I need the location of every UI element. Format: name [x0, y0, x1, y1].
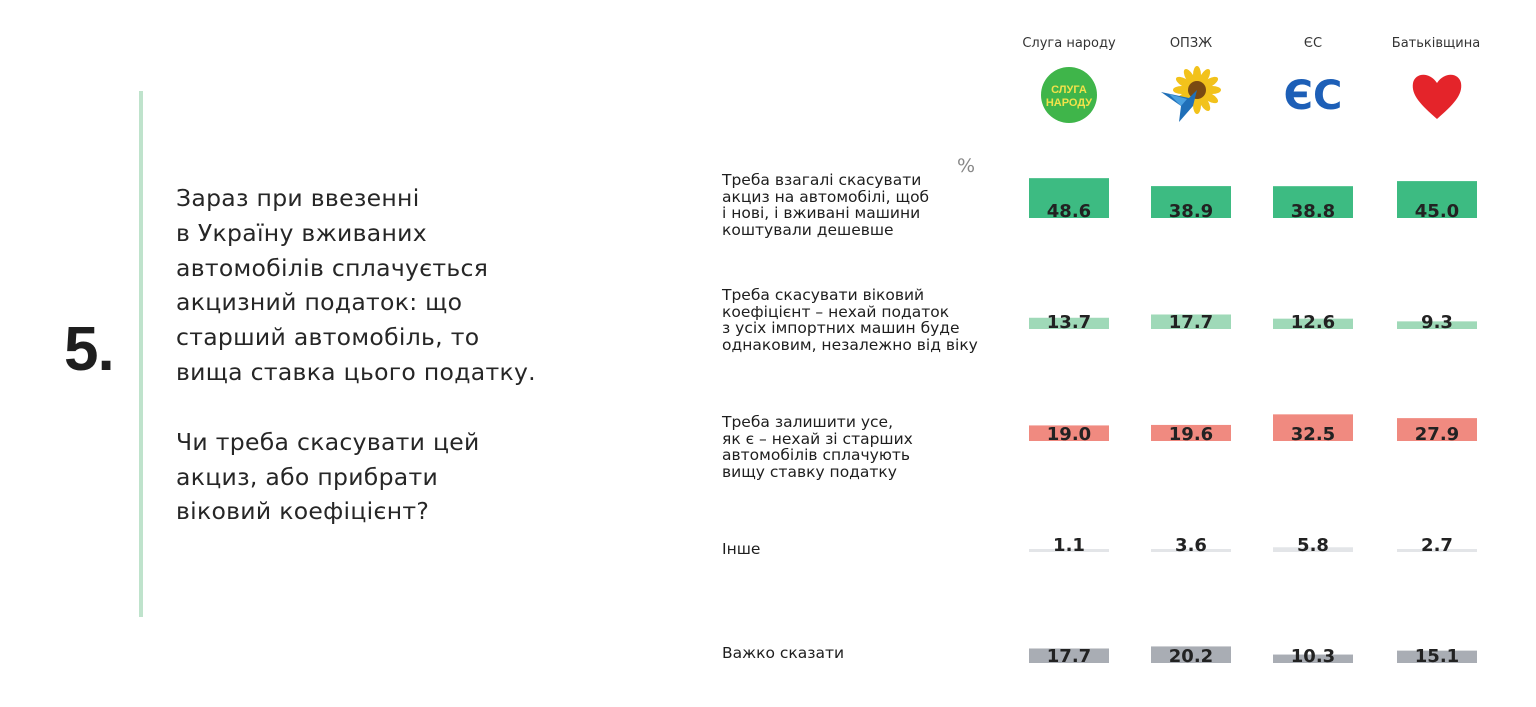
- bar-value-label: 9.3: [1421, 312, 1453, 333]
- question-number: 5.: [64, 315, 114, 384]
- row-label-line: Важко сказати: [722, 644, 845, 662]
- bar-value-label: 15.1: [1414, 646, 1460, 667]
- logo-text: СЛУГА: [1051, 84, 1087, 96]
- question-ask-line: віковий коефіцієнт?: [176, 497, 430, 526]
- logo-text: НАРОДУ: [1045, 97, 1093, 109]
- bar-value-label: 20.2: [1168, 646, 1214, 667]
- bar-value-label: 32.5: [1290, 424, 1336, 445]
- bar-value-label: 19.6: [1168, 424, 1214, 445]
- bar-value-label: 17.7: [1046, 646, 1092, 667]
- bar-value-label: 38.8: [1290, 201, 1336, 222]
- bar-value-label: 5.8: [1297, 535, 1329, 556]
- bar-value-label: 19.0: [1046, 424, 1092, 445]
- row-label-line: Треба залишити усе,: [722, 413, 893, 431]
- bar-value-label: 27.9: [1414, 424, 1460, 445]
- row-label-line: Треба скасувати віковий: [722, 286, 925, 304]
- question-intro-line: автомобілів сплачується: [176, 253, 489, 282]
- row-label-line: вищу ставку податку: [722, 462, 897, 481]
- es-logo-text: ЄС: [1283, 73, 1343, 119]
- bar-value-label: 45.0: [1414, 201, 1460, 222]
- bar-value-label: 10.3: [1290, 646, 1336, 667]
- row-label-line: як є – нехай зі старших: [722, 429, 913, 448]
- bar-value-label: 17.7: [1168, 312, 1214, 333]
- question-ask-line: Чи треба скасувати цей: [176, 427, 480, 456]
- row-label-line: Треба взагалі скасувати: [722, 171, 922, 189]
- question-intro-line: в Україну вживаних: [176, 218, 427, 247]
- row-label-line: коштували дешевше: [722, 220, 894, 239]
- bar-value-label: 13.7: [1046, 312, 1092, 333]
- row-label-line: і нові, і вживані машини: [722, 204, 921, 223]
- row-label-line: автомобілів сплачують: [722, 446, 911, 465]
- question-intro-line: старший автомобіль, то: [176, 323, 480, 352]
- bar-value-label: 48.6: [1046, 201, 1092, 222]
- party-name-sluha: Слуга народу: [1022, 36, 1116, 51]
- row-label-line: Інше: [722, 540, 761, 558]
- row-label-line: коефіцієнт – нехай податок: [722, 302, 950, 321]
- question-ask-line: акциз, або прибрати: [176, 462, 439, 491]
- question-intro-line: Зараз при ввезенні: [176, 184, 420, 212]
- bar-value-label: 1.1: [1053, 535, 1085, 556]
- question-intro-line: акцизний податок: що: [176, 288, 463, 317]
- row-label-line: однаковим, незалежно від віку: [722, 335, 978, 354]
- unit-label: %: [957, 155, 976, 177]
- row-label-line: з усіх імпортних машин буде: [722, 319, 960, 338]
- bar-value-label: 38.9: [1168, 201, 1214, 222]
- question-intro-line: вища ставка цього податку.: [176, 357, 536, 386]
- party-name-opzzh: ОПЗЖ: [1169, 36, 1213, 51]
- bar-value-label: 3.6: [1175, 535, 1207, 556]
- bar-value-label: 12.6: [1290, 312, 1336, 333]
- party-name-es: ЄС: [1303, 36, 1323, 51]
- row-label-line: акциз на автомобілі, щоб: [722, 187, 930, 206]
- party-name-batkivshchyna: Батьківщина: [1391, 36, 1481, 51]
- bar-value-label: 2.7: [1421, 535, 1453, 556]
